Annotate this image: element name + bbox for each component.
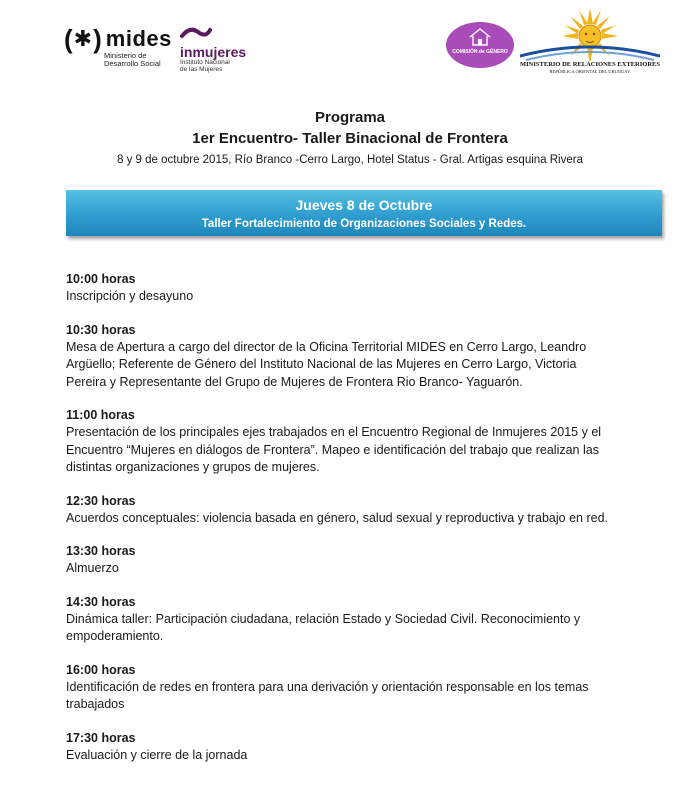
mrree-logo: [520, 6, 660, 74]
schedule-desc-line: Mesa de Apertura a cargo del director de la Oficina Territorial MIDES en Cerro Largo, Leandro: [66, 339, 587, 354]
day-heading: Jueves 8 de Octubre: [295, 197, 433, 213]
mides-logo: [64, 26, 172, 68]
schedule-time: 14:30 horas: [66, 594, 136, 609]
schedule-item: [66, 543, 636, 578]
schedule-time: 10:30 horas: [66, 322, 136, 337]
mrree-title: MINISTERIO DE RELACIONES EXTERIORES: [520, 61, 660, 68]
schedule-desc-line: Acuerdos conceptuales: violencia basada en género, salud sexual y reproductiva y trabajo en red.: [66, 510, 609, 525]
schedule-item: [66, 662, 636, 714]
day-theme: Taller Fortalecimiento de Organizaciones Sociales y Redes.: [201, 218, 527, 230]
schedule-item: [66, 407, 636, 477]
page-title: Programa: [314, 109, 386, 126]
schedule-desc-line: Argüello; Referente de Género del Instituto Nacional de las Mujeres en Cerro Largo, Victoria: [66, 357, 577, 371]
day-banner: [66, 190, 662, 236]
inmujeres-subtitle-1: Instituto Nacional: [180, 59, 230, 66]
schedule-desc-line: Dinámica taller: Participación ciudadana, relación Estado y Sociedad Civil. Reconocimiento y: [66, 611, 581, 626]
comision-label: COMISIÓN de GÉNERO: [452, 49, 508, 55]
schedule-desc-line: Identificación de redes en frontera para una derivación y orientación responsable en los temas: [66, 679, 589, 694]
schedule-item: [66, 493, 636, 528]
inmujeres-swirl-icon: [180, 26, 212, 40]
schedule-item: [66, 594, 636, 646]
mides-subtitle-1: Ministerio de: [104, 51, 147, 60]
schedule-item: [66, 322, 636, 392]
schedule-item: [66, 730, 636, 765]
schedule-time: 11:00 horas: [66, 408, 135, 422]
schedule-desc-line: Almuerzo: [66, 561, 119, 575]
schedule-desc-line: empoderamiento.: [66, 629, 164, 643]
house-icon: [468, 27, 492, 47]
schedule-time: 17:30 horas: [66, 730, 136, 745]
schedule-list: [66, 271, 636, 780]
mrree-subtitle: REPÚBLICA ORIENTAL DEL URUGUAY: [549, 69, 631, 74]
schedule-desc-line: Presentación de los principales ejes trabajados en el Encuentro Regional de Inmujeres 2015 y el: [66, 425, 602, 439]
comision-genero-logo: [446, 22, 514, 68]
mides-wordmark: mides: [105, 26, 172, 51]
inmujeres-subtitle-2: de las Mujeres: [180, 66, 223, 73]
schedule-time: 10:00 horas: [66, 272, 136, 286]
schedule-desc-line: Pereira y Representante del Grupo de Mujeres de Frontera Rio Branco- Yaguarón.: [66, 374, 523, 389]
schedule-desc-line: Encuentro “Mujeres en diálogos de Frontera”. Mapeo e identificación del trabajo que realizan las: [66, 442, 599, 457]
schedule-desc-line: distintas organizaciones y grupos de mujeres.: [66, 460, 320, 474]
schedule-item: [66, 271, 636, 306]
inmujeres-logo: [180, 26, 246, 73]
inmujeres-wordmark: inmujeres: [180, 44, 247, 60]
mides-mark: ( ✱ ) mides: [64, 24, 172, 54]
schedule-time: 16:00 horas: [66, 662, 136, 677]
mides-subtitle-2: Desarrollo Social: [104, 59, 161, 68]
schedule-desc-line: Evaluación y cierre de la jornada: [66, 747, 248, 762]
event-title: 1er Encuentro- Taller Binacional de Frontera: [192, 130, 508, 147]
asterisk-icon: ✱: [73, 26, 93, 51]
schedule-time: 12:30 horas: [66, 493, 136, 508]
schedule-desc-line: Inscripción y desayuno: [66, 289, 194, 303]
sun-of-may-icon: [520, 6, 660, 62]
event-dates-location: 8 y 9 de octubre 2015, Río Branco -Cerro Largo, Hotel Status - Gral. Artigas esquina Rivera: [117, 154, 583, 166]
schedule-time: 13:30 horas: [66, 544, 136, 558]
schedule-desc-line: trabajados: [66, 697, 125, 711]
